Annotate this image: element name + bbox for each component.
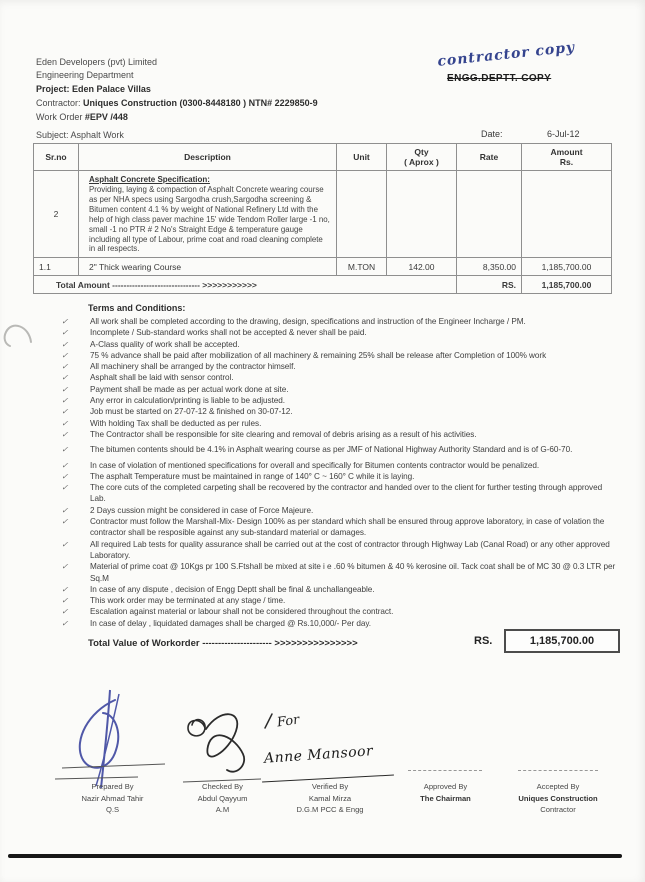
workorder-value: #EPV /448 (84, 112, 128, 122)
tick-bullet-icon: ✓ (60, 539, 71, 549)
signature-block-prepared (60, 781, 165, 816)
sig-role: Checked By (202, 782, 243, 791)
project-value: Eden Palace Villas (72, 84, 151, 94)
tick-bullet-icon: ✓ (60, 384, 71, 394)
subject-value: Asphalt Work (70, 130, 124, 140)
tick-bullet-icon: ✓ (60, 407, 71, 417)
term-text: In case of any dispute , decision of Engg Deptt shall be final & unchallangeable. (90, 584, 375, 594)
term-text: All machinery shall be arranged by the contractor himself. (90, 362, 296, 372)
spec-body: Providing, laying & compaction of Asphalt Concrete wearing course as per NHA specs using Sargodha crush,Sargodha screening & Bitumen content 4.1 % by weight of National Refinery Ltd with the help of high class paver machine 15' wide Tendom Roller large -1 no, small -1 no PTR # 2 No's Straight Edge & temperature gauge including all type of Labour, prime coat and road cleaning complete in all respects. (89, 185, 330, 254)
date-value: 6-Jul-12 (547, 129, 580, 139)
term-item (60, 327, 618, 338)
tick-bullet-icon: ✓ (60, 562, 71, 572)
tick-bullet-icon: ✓ (60, 460, 71, 470)
term-item (60, 516, 618, 539)
spec-row-srno: 2 (34, 171, 79, 258)
contractor-line (36, 98, 318, 108)
sig-role: Approved By (423, 782, 468, 791)
col-header-rate: Rate (457, 144, 522, 171)
project-line (36, 84, 151, 94)
term-text: In case of delay , liquidated damages shall be charged @ Rs.10,000/- Per day. (90, 618, 372, 628)
signature-block-checked (170, 781, 275, 816)
term-text: 2 Days cussion might be considered in case of Force Majeure. (90, 505, 314, 515)
total-value-label: Total Value of Workorder ---------------------- >>>>>>>>>>>>>>> (88, 638, 358, 649)
workorder-table (33, 143, 612, 294)
tick-bullet-icon: ✓ (60, 339, 71, 349)
amount-header-line1: Amount (550, 147, 583, 157)
term-text: Incomplete / Sub-standard works shall not be accepted & never shall be paid. (90, 328, 367, 338)
item-row-srno: 1.1 (34, 258, 79, 276)
qty-header-line2: ( Aprox ) (404, 157, 439, 167)
term-text: Contractor must follow the Marshall-Mix- Design 100% as per standard which shall be ensured throug approve laboratory, in case of volation the contractor shall be resposible against any sub-standard material or damages. (90, 517, 605, 538)
term-text: Escalation against material or labour shall not be considered throughout the contract. (90, 607, 394, 617)
tick-bullet-icon: ✓ (60, 505, 71, 515)
term-item (60, 384, 618, 395)
tick-bullet-icon: ✓ (60, 471, 71, 481)
sig-name: Nazir Ahmad Tahir (81, 793, 144, 803)
tick-bullet-icon: ✓ (60, 396, 71, 406)
prepared-by-signature (52, 688, 177, 790)
sig-name: Kamal Mirza (308, 793, 352, 803)
checked-by-signature (175, 702, 280, 792)
total-amount-value: 1,185,700.00 (522, 276, 612, 294)
term-item (60, 361, 618, 372)
approved-by-sign-line (408, 770, 482, 771)
tick-bullet-icon: ✓ (60, 350, 71, 360)
tick-bullet-icon: ✓ (60, 584, 71, 594)
term-item (60, 561, 618, 584)
item-row-amount: 1,185,700.00 (522, 258, 612, 276)
tick-bullet-icon: ✓ (60, 418, 71, 428)
sig-name: Uniques Construction (518, 793, 598, 803)
tick-bullet-icon: ✓ (60, 596, 71, 606)
company-name: Eden Developers (pvt) Limited (36, 57, 158, 67)
col-header-amount (522, 144, 612, 171)
tick-bullet-icon: ✓ (60, 618, 71, 628)
signature-block-approved (393, 781, 498, 804)
spec-row-unit-empty (337, 171, 387, 258)
term-item (60, 395, 618, 406)
engg-dept-copy-stamp: ENGG.DEPTT. COPY (447, 73, 552, 84)
amount-header-line2: Rs. (559, 157, 574, 167)
term-text: In case of violation of mentioned specifications for overall and specifically for Bitumen contents contractor would be penalized. (90, 460, 540, 470)
total-amount-currency: RS. (457, 276, 522, 294)
term-item (60, 316, 618, 327)
term-text: With holding Tax shall be deducted as per rules. (90, 418, 262, 428)
term-text: The Contractor shall be responsible for site clearing and removal of debris arising as a result of his activities. (90, 429, 477, 439)
term-item (60, 471, 618, 482)
term-text: The bitumen contents should be 4.1% in Asphalt wearing course as per JMF of National Highway Authority Standard and is of G-60-70. (90, 445, 573, 455)
page-bottom-edge (8, 854, 622, 858)
workorder-label: Work Order (36, 112, 83, 122)
term-text: Asphalt shall be laid with sensor control. (90, 373, 234, 383)
spec-row-rate-empty (457, 171, 522, 258)
term-item (60, 339, 618, 350)
term-item (60, 418, 618, 429)
term-item (60, 606, 618, 617)
term-item (60, 350, 618, 361)
terms-section (60, 303, 618, 629)
sig-title: Contractor (540, 805, 576, 814)
term-item (60, 444, 618, 455)
tick-bullet-icon: ✓ (60, 328, 71, 338)
term-text: 75 % advance shall be paid after mobilization of all machinery & remaining 25% shall be release after Completion of 100% work (90, 350, 547, 360)
term-item (60, 460, 618, 471)
col-header-unit: Unit (337, 144, 387, 171)
handwritten-copy-note: contractor copy (436, 39, 576, 70)
sig-name: Abdul Qayyum (197, 793, 248, 803)
department-name: Engineering Department (36, 70, 134, 80)
term-text: Material of prime coat @ 10Kgs pr 100 S.Ftshall be mixed at site i e .60 % bitumen & 40 % kerosine oil. Tack coat shall be of MC 30 @ 0.3 LTR per Sq.M (90, 562, 616, 583)
accepted-by-sign-line (518, 770, 598, 771)
sig-title: D.G.M PCC & Engg (296, 805, 364, 814)
sig-title: Q.S (105, 805, 120, 814)
term-item (60, 539, 618, 562)
project-label: Project: (36, 84, 70, 94)
total-value-currency: RS. (474, 635, 493, 647)
verified-by-signature: Anne Mansoor (263, 743, 374, 767)
item-row-description: 2" Thick wearing Course (79, 258, 337, 276)
pen-arc-mark (2, 318, 34, 348)
total-amount-label: Total Amount ------------------------------- >>>>>>>>>>> (34, 276, 457, 294)
term-text: Any error in calculation/printing is liable to be adjusted. (90, 396, 286, 406)
term-text: The asphalt Temperature must be maintained in range of 140° C ~ 160° C while it is laying. (90, 471, 415, 481)
sig-name: The Chairman (420, 793, 471, 803)
col-header-srno: Sr.no (34, 144, 79, 171)
col-header-description: Description (79, 144, 337, 171)
terms-heading: Terms and Conditions: (88, 303, 186, 313)
subject-label: Subject: (36, 130, 69, 140)
handwritten-for-note: For (276, 712, 301, 731)
tick-bullet-icon: ✓ (60, 373, 71, 383)
term-text: Payment shall be made as per actual work done at site. (90, 384, 289, 394)
tick-bullet-icon: ✓ (60, 517, 71, 527)
sig-role: Verified By (311, 782, 349, 791)
term-item (60, 406, 618, 417)
contractor-value: Uniques Construction (0300-8448180 ) NTN# 2229850-9 (83, 98, 318, 108)
tick-bullet-icon: ✓ (60, 445, 71, 455)
col-header-qty (387, 144, 457, 171)
sig-role: Accepted By (536, 782, 580, 791)
term-item (60, 618, 618, 629)
tick-bullet-icon: ✓ (60, 483, 71, 493)
sig-title: A.M (215, 805, 230, 814)
signature-block-accepted (503, 781, 613, 816)
qty-header-line1: Qty (414, 147, 429, 157)
contractor-label: Contractor: (36, 98, 81, 108)
tick-bullet-icon: ✓ (60, 607, 71, 617)
signature-block-verified (275, 781, 385, 816)
workorder-line (36, 112, 128, 122)
term-text: Job must be started on 27-07-12 & finished on 30-07-12. (90, 407, 293, 417)
term-item (60, 595, 618, 606)
term-item (60, 429, 618, 440)
item-row-rate: 8,350.00 (457, 258, 522, 276)
tick-bullet-icon: ✓ (60, 362, 71, 372)
term-item (60, 505, 618, 516)
term-item (60, 584, 618, 595)
total-value-amount-box: 1,185,700.00 (504, 629, 620, 653)
term-text: The core cuts of the completed carpeting shall be recovered by the contractor and handed over to the client for further testing through approved Lab. (90, 483, 603, 504)
spec-row-description (79, 171, 337, 258)
item-row-qty: 142.00 (387, 258, 457, 276)
term-item (60, 372, 618, 383)
tick-bullet-icon: ✓ (60, 429, 71, 439)
term-text: A-Class quality of work shall be accepted. (90, 339, 240, 349)
tick-bullet-icon: ✓ (60, 317, 71, 326)
date-label: Date: (481, 129, 503, 139)
item-row-unit: M.TON (337, 258, 387, 276)
spec-row-amount-empty (522, 171, 612, 258)
term-text: All work shall be completed according to the drawing, design, specifications and instruction of the Engineer Incharge / PM. (90, 317, 526, 326)
term-text: All required Lab tests for quality assurance shall be carried out at the cost of contractor through Highway Lab (Canal Road) or any other approved Laboratory. (90, 539, 610, 560)
subject-line (36, 130, 124, 140)
term-text: This work order may be terminated at any stage / time. (90, 596, 286, 606)
spec-row-qty-empty (387, 171, 457, 258)
spec-title: Asphalt Concrete Specification: (89, 175, 210, 184)
term-item (60, 482, 618, 505)
sig-role: Prepared By (91, 782, 134, 791)
